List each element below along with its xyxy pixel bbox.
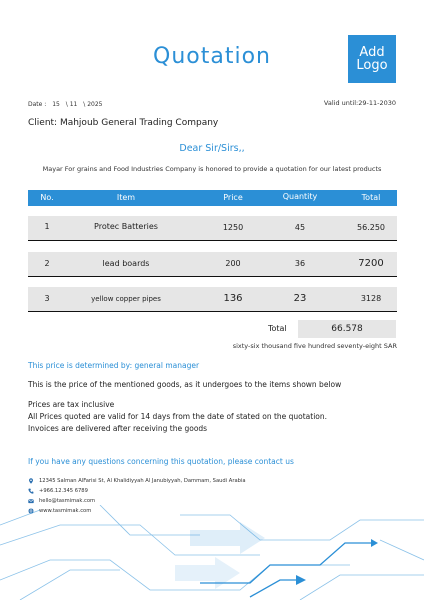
client-name: Client: Mahjoub General Trading Company: [28, 118, 219, 128]
header-price: Price: [223, 193, 243, 202]
date-month: \ 11: [65, 101, 78, 108]
email-text[interactable]: hello@tasmimak.com: [39, 498, 96, 504]
phone-text: +966.12.345 6789: [39, 488, 88, 494]
cell-item: lead boards: [102, 259, 150, 268]
greeting: Dear Sir/Sirs,,: [179, 143, 245, 154]
cell-total: 3128: [360, 294, 382, 303]
cell-quantity: 36: [294, 259, 306, 268]
decorative-circuit-graphic: [0, 505, 424, 600]
valid-until: Valid until:29-11-2030: [323, 99, 396, 107]
cell-price: 1250: [222, 223, 244, 232]
address-text: 12345 Salman AlFarisi St, Al Khalidiyyah Al Janubiyyah, Dammam, Saudi Arabia: [39, 478, 246, 484]
validity-note: All Prices quoted are valid for 14 days from the date of stated on the quotation.: [28, 412, 328, 421]
logo-placeholder: [348, 35, 396, 83]
header-item: Item: [116, 193, 136, 202]
cell-quantity: 23: [293, 293, 307, 304]
contact-email: [28, 498, 95, 504]
table-row: [28, 252, 397, 277]
cell-total: 56.250: [357, 223, 385, 232]
intro-text: Mayar For grains and Food Industries Company is honored to provide a quotation for our latest products: [42, 165, 382, 173]
phone-icon: [28, 488, 34, 494]
total-value: 66.578: [298, 320, 396, 338]
logo-line-1: Add: [359, 45, 385, 60]
cell-price: 200: [225, 259, 241, 268]
date-year: \ 2025: [83, 101, 103, 108]
cell-item: Protec Batteries: [94, 222, 158, 231]
cell-no: 2: [44, 259, 50, 268]
logo-line-2: Logo: [356, 58, 388, 73]
price-note: This is the price of the mentioned goods, as it undergoes to the items shown below: [28, 380, 342, 389]
page-title: Quotation: [153, 44, 271, 69]
date-day: 15: [52, 101, 60, 108]
tax-note: Prices are tax inclusive: [28, 400, 115, 409]
total-in-words: sixty-six thousand five hundred seventy-eight SAR: [232, 342, 397, 350]
location-pin-icon: [28, 478, 34, 484]
contact-address: [28, 478, 246, 484]
table-row: [28, 216, 397, 241]
contact-phone: [28, 488, 88, 494]
date-label: Date :: [28, 101, 47, 108]
table-header: [28, 190, 397, 206]
price-determined-by: This price is determined by: general manager: [28, 361, 200, 370]
header-total: Total: [361, 193, 381, 202]
email-icon: [28, 498, 34, 504]
contact-title: If you have any questions concerning this quotation, please contact us: [28, 457, 294, 466]
cell-no: 1: [44, 222, 50, 231]
header-no: No.: [40, 193, 54, 202]
quotation-date: [28, 101, 106, 108]
invoice-note: Invoices are delivered after receiving the goods: [28, 424, 208, 433]
table-row: [28, 287, 397, 312]
cell-price: 136: [223, 293, 243, 304]
cell-quantity: 45: [294, 223, 306, 232]
header-quantity: Quantity: [282, 192, 318, 201]
total-label: Total: [268, 324, 287, 333]
cell-no: 3: [44, 294, 50, 303]
cell-total: 7200: [358, 258, 384, 269]
cell-item: yellow copper pipes: [91, 295, 161, 303]
website-text[interactable]: www.tasmimak.com: [39, 508, 92, 514]
